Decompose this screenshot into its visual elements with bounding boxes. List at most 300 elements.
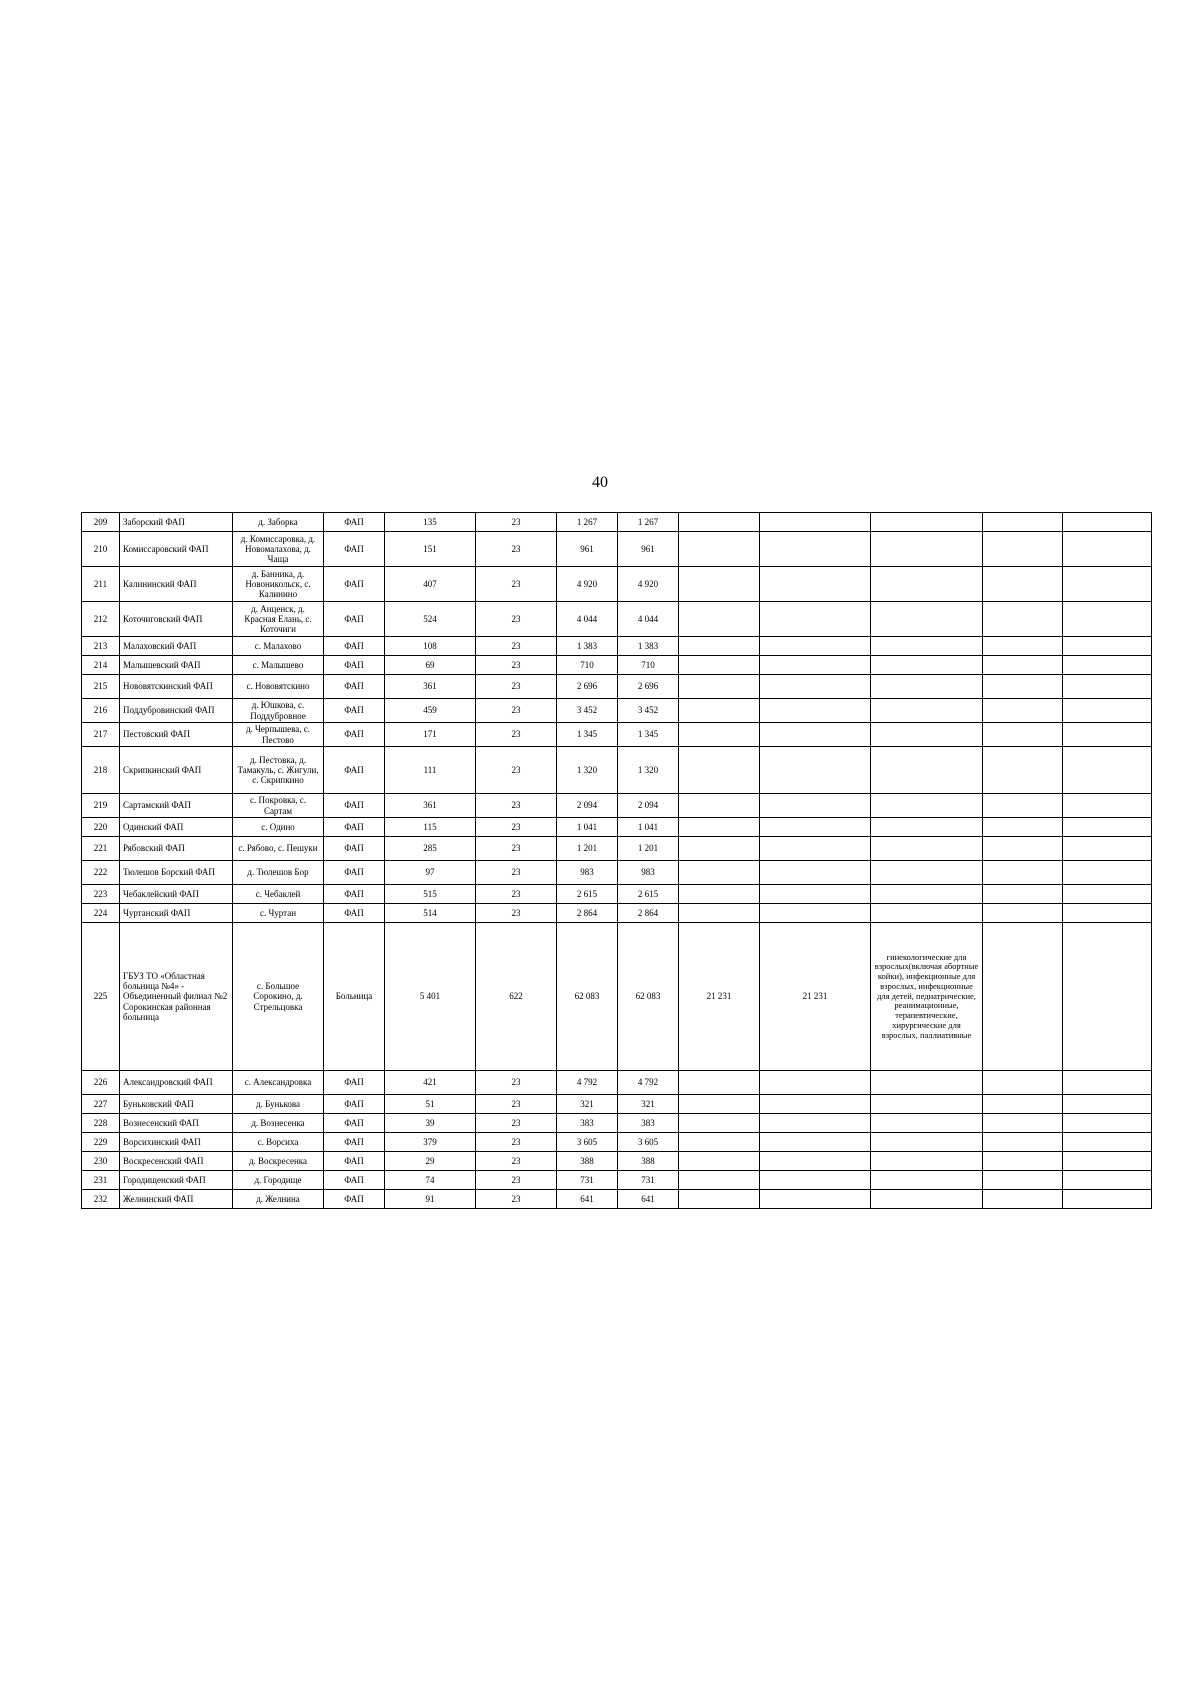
facility-type-cell: ФАП <box>324 818 385 837</box>
table-row <box>82 1190 1152 1209</box>
value-cell-8: 641 <box>618 1190 679 1209</box>
row-number-cell: 223 <box>82 885 120 904</box>
locality-cell: д. Заборка <box>233 513 324 532</box>
facility-type-cell: ФАП <box>324 637 385 656</box>
table-row <box>82 818 1152 837</box>
value-cell-13 <box>1063 513 1152 532</box>
table-row <box>82 904 1152 923</box>
value-cell-6: 23 <box>476 567 557 602</box>
locality-cell: д. Комиссаровка, д. Новомалахова, д. Чаща <box>233 532 324 567</box>
value-cell-8: 321 <box>618 1095 679 1114</box>
value-cell-6: 23 <box>476 904 557 923</box>
value-cell-9 <box>679 675 760 699</box>
table-row <box>82 723 1152 747</box>
value-cell-12 <box>983 675 1063 699</box>
value-cell-10 <box>760 818 871 837</box>
bed-profiles-cell <box>871 794 983 818</box>
value-cell-5: 151 <box>385 532 476 567</box>
value-cell-13 <box>1063 904 1152 923</box>
value-cell-5: 111 <box>385 747 476 794</box>
value-cell-12 <box>983 637 1063 656</box>
table-row <box>82 1114 1152 1133</box>
value-cell-12 <box>983 1171 1063 1190</box>
value-cell-12 <box>983 1133 1063 1152</box>
value-cell-9 <box>679 723 760 747</box>
value-cell-9 <box>679 1095 760 1114</box>
value-cell-9: 21 231 <box>679 923 760 1071</box>
row-number-cell: 212 <box>82 602 120 637</box>
value-cell-13 <box>1063 818 1152 837</box>
value-cell-6: 23 <box>476 513 557 532</box>
row-number-cell: 222 <box>82 861 120 885</box>
value-cell-12 <box>983 532 1063 567</box>
value-cell-12 <box>983 723 1063 747</box>
locality-cell: д. Анценск, д. Красная Елань, с. Коточиги <box>233 602 324 637</box>
bed-profiles-cell <box>871 1133 983 1152</box>
value-cell-7: 961 <box>557 532 618 567</box>
value-cell-9 <box>679 532 760 567</box>
row-number-cell: 213 <box>82 637 120 656</box>
value-cell-12 <box>983 885 1063 904</box>
row-number-cell: 228 <box>82 1114 120 1133</box>
facilities-table <box>81 512 1152 1209</box>
bed-profiles-cell <box>871 567 983 602</box>
value-cell-13 <box>1063 675 1152 699</box>
row-number-cell: 225 <box>82 923 120 1071</box>
value-cell-8: 1 345 <box>618 723 679 747</box>
facility-name-cell: Скрипкинский ФАП <box>120 747 233 794</box>
facility-type-cell: ФАП <box>324 532 385 567</box>
value-cell-10 <box>760 1152 871 1171</box>
bed-profiles-cell <box>871 1114 983 1133</box>
value-cell-6: 23 <box>476 837 557 861</box>
value-cell-13 <box>1063 699 1152 723</box>
value-cell-12 <box>983 656 1063 675</box>
value-cell-13 <box>1063 1190 1152 1209</box>
value-cell-9 <box>679 602 760 637</box>
facility-name-cell: Желнинский ФАП <box>120 1190 233 1209</box>
value-cell-6: 23 <box>476 532 557 567</box>
value-cell-6: 23 <box>476 1114 557 1133</box>
value-cell-8: 1 041 <box>618 818 679 837</box>
value-cell-13 <box>1063 656 1152 675</box>
bed-profiles-cell <box>871 1190 983 1209</box>
value-cell-10 <box>760 1095 871 1114</box>
value-cell-5: 524 <box>385 602 476 637</box>
value-cell-12 <box>983 794 1063 818</box>
row-number-cell: 210 <box>82 532 120 567</box>
value-cell-9 <box>679 1171 760 1190</box>
value-cell-7: 2 615 <box>557 885 618 904</box>
locality-cell: с. Малахово <box>233 637 324 656</box>
value-cell-8: 383 <box>618 1114 679 1133</box>
value-cell-7: 731 <box>557 1171 618 1190</box>
bed-profiles-cell <box>871 885 983 904</box>
locality-cell: д. Желнина <box>233 1190 324 1209</box>
value-cell-9 <box>679 699 760 723</box>
value-cell-6: 23 <box>476 1133 557 1152</box>
table-row <box>82 532 1152 567</box>
row-number-cell: 211 <box>82 567 120 602</box>
value-cell-7: 983 <box>557 861 618 885</box>
bed-profiles-cell <box>871 1171 983 1190</box>
facility-name-cell: Пестовский ФАП <box>120 723 233 747</box>
facility-type-cell: ФАП <box>324 1133 385 1152</box>
locality-cell: д. Воскресенка <box>233 1152 324 1171</box>
value-cell-12 <box>983 699 1063 723</box>
row-number-cell: 221 <box>82 837 120 861</box>
facility-type-cell: ФАП <box>324 1171 385 1190</box>
facility-type-cell: ФАП <box>324 861 385 885</box>
value-cell-9 <box>679 794 760 818</box>
bed-profiles-cell <box>871 656 983 675</box>
facility-type-cell: ФАП <box>324 699 385 723</box>
locality-cell: с. Одино <box>233 818 324 837</box>
value-cell-10 <box>760 699 871 723</box>
value-cell-7: 641 <box>557 1190 618 1209</box>
value-cell-5: 69 <box>385 656 476 675</box>
value-cell-7: 3 452 <box>557 699 618 723</box>
table-row <box>82 675 1152 699</box>
table-row <box>82 923 1152 1071</box>
value-cell-7: 2 864 <box>557 904 618 923</box>
value-cell-13 <box>1063 1095 1152 1114</box>
value-cell-13 <box>1063 794 1152 818</box>
locality-cell: с. Чебаклей <box>233 885 324 904</box>
value-cell-8: 2 094 <box>618 794 679 818</box>
value-cell-9 <box>679 1133 760 1152</box>
facility-type-cell: ФАП <box>324 1071 385 1095</box>
value-cell-5: 51 <box>385 1095 476 1114</box>
value-cell-6: 622 <box>476 923 557 1071</box>
value-cell-6: 23 <box>476 723 557 747</box>
row-number-cell: 217 <box>82 723 120 747</box>
facility-name-cell: Малаховский ФАП <box>120 637 233 656</box>
value-cell-7: 3 605 <box>557 1133 618 1152</box>
facility-type-cell: ФАП <box>324 567 385 602</box>
facility-name-cell: Коточиговский ФАП <box>120 602 233 637</box>
value-cell-8: 62 083 <box>618 923 679 1071</box>
table-row <box>82 1071 1152 1095</box>
value-cell-10 <box>760 1133 871 1152</box>
value-cell-6: 23 <box>476 656 557 675</box>
value-cell-6: 23 <box>476 1152 557 1171</box>
facility-name-cell: Воскресенский ФАП <box>120 1152 233 1171</box>
value-cell-5: 515 <box>385 885 476 904</box>
value-cell-5: 421 <box>385 1071 476 1095</box>
value-cell-12 <box>983 1095 1063 1114</box>
row-number-cell: 232 <box>82 1190 120 1209</box>
locality-cell: д. Черпышева, с. Пестово <box>233 723 324 747</box>
value-cell-10 <box>760 794 871 818</box>
table-row <box>82 1171 1152 1190</box>
bed-profiles-cell <box>871 1095 983 1114</box>
value-cell-9 <box>679 837 760 861</box>
value-cell-12 <box>983 1152 1063 1171</box>
value-cell-10 <box>760 861 871 885</box>
value-cell-13 <box>1063 567 1152 602</box>
value-cell-13 <box>1063 602 1152 637</box>
value-cell-5: 108 <box>385 637 476 656</box>
facility-type-cell: ФАП <box>324 675 385 699</box>
value-cell-9 <box>679 904 760 923</box>
facility-name-cell: Чебаклейский ФАП <box>120 885 233 904</box>
locality-cell: д. Вознесенка <box>233 1114 324 1133</box>
value-cell-7: 710 <box>557 656 618 675</box>
value-cell-5: 29 <box>385 1152 476 1171</box>
row-number-cell: 214 <box>82 656 120 675</box>
bed-profiles-cell <box>871 837 983 861</box>
value-cell-6: 23 <box>476 1071 557 1095</box>
value-cell-9 <box>679 1114 760 1133</box>
row-number-cell: 220 <box>82 818 120 837</box>
facility-type-cell: ФАП <box>324 837 385 861</box>
row-number-cell: 224 <box>82 904 120 923</box>
value-cell-6: 23 <box>476 794 557 818</box>
table-row <box>82 794 1152 818</box>
value-cell-5: 514 <box>385 904 476 923</box>
value-cell-13 <box>1063 885 1152 904</box>
value-cell-13 <box>1063 923 1152 1071</box>
table-row <box>82 602 1152 637</box>
value-cell-8: 2 864 <box>618 904 679 923</box>
value-cell-7: 1 201 <box>557 837 618 861</box>
facility-type-cell: ФАП <box>324 1114 385 1133</box>
value-cell-5: 5 401 <box>385 923 476 1071</box>
facility-type-cell: ФАП <box>324 885 385 904</box>
value-cell-5: 379 <box>385 1133 476 1152</box>
facility-name-cell: Комиссаровский ФАП <box>120 532 233 567</box>
row-number-cell: 219 <box>82 794 120 818</box>
value-cell-7: 62 083 <box>557 923 618 1071</box>
value-cell-8: 1 320 <box>618 747 679 794</box>
bed-profiles-cell <box>871 861 983 885</box>
row-number-cell: 226 <box>82 1071 120 1095</box>
value-cell-5: 115 <box>385 818 476 837</box>
bed-profiles-cell <box>871 1071 983 1095</box>
value-cell-6: 23 <box>476 675 557 699</box>
table-row <box>82 513 1152 532</box>
value-cell-13 <box>1063 837 1152 861</box>
row-number-cell: 209 <box>82 513 120 532</box>
table-row <box>82 637 1152 656</box>
value-cell-6: 23 <box>476 1190 557 1209</box>
bed-profiles-cell <box>871 699 983 723</box>
locality-cell: с. Ворсиха <box>233 1133 324 1152</box>
bed-profiles-cell <box>871 747 983 794</box>
value-cell-9 <box>679 656 760 675</box>
bed-profiles-cell <box>871 723 983 747</box>
table-row <box>82 885 1152 904</box>
locality-cell: д. Городище <box>233 1171 324 1190</box>
value-cell-5: 39 <box>385 1114 476 1133</box>
value-cell-7: 4 920 <box>557 567 618 602</box>
facility-name-cell: Тюлешов Борский ФАП <box>120 861 233 885</box>
value-cell-10 <box>760 602 871 637</box>
value-cell-12 <box>983 837 1063 861</box>
value-cell-10 <box>760 1114 871 1133</box>
row-number-cell: 231 <box>82 1171 120 1190</box>
value-cell-12 <box>983 602 1063 637</box>
facility-type-cell: ФАП <box>324 1190 385 1209</box>
value-cell-7: 1 320 <box>557 747 618 794</box>
row-number-cell: 216 <box>82 699 120 723</box>
facility-name-cell: Сартамский ФАП <box>120 794 233 818</box>
value-cell-5: 407 <box>385 567 476 602</box>
value-cell-6: 23 <box>476 818 557 837</box>
facility-name-cell: Вознесенский ФАП <box>120 1114 233 1133</box>
value-cell-7: 2 696 <box>557 675 618 699</box>
value-cell-8: 983 <box>618 861 679 885</box>
value-cell-8: 1 267 <box>618 513 679 532</box>
value-cell-10 <box>760 1071 871 1095</box>
value-cell-5: 74 <box>385 1171 476 1190</box>
value-cell-9 <box>679 513 760 532</box>
value-cell-12 <box>983 861 1063 885</box>
value-cell-12 <box>983 747 1063 794</box>
locality-cell: д. Банникa, д. Новоникольск, с. Калинино <box>233 567 324 602</box>
value-cell-6: 23 <box>476 1171 557 1190</box>
value-cell-10 <box>760 1171 871 1190</box>
facility-name-cell: ГБУЗ ТО «Областная больница №4» - Объединенный филиал №2 Сорокинская районная больница <box>120 923 233 1071</box>
value-cell-10 <box>760 837 871 861</box>
table-row <box>82 861 1152 885</box>
value-cell-5: 361 <box>385 675 476 699</box>
table-body <box>82 513 1152 1209</box>
value-cell-5: 285 <box>385 837 476 861</box>
table-row <box>82 567 1152 602</box>
value-cell-13 <box>1063 1171 1152 1190</box>
row-number-cell: 218 <box>82 747 120 794</box>
table-row <box>82 699 1152 723</box>
locality-cell: с. Рябово, с. Пешуки <box>233 837 324 861</box>
table-row <box>82 1133 1152 1152</box>
page-number: 40 <box>592 474 608 491</box>
value-cell-12 <box>983 1190 1063 1209</box>
value-cell-10 <box>760 747 871 794</box>
value-cell-10 <box>760 532 871 567</box>
facility-name-cell: Рябовский ФАП <box>120 837 233 861</box>
value-cell-10 <box>760 567 871 602</box>
value-cell-7: 4 044 <box>557 602 618 637</box>
facility-name-cell: Ворсихинский ФАП <box>120 1133 233 1152</box>
facility-type-cell: ФАП <box>324 1095 385 1114</box>
value-cell-5: 97 <box>385 861 476 885</box>
facility-name-cell: Чуртанский ФАП <box>120 904 233 923</box>
value-cell-8: 4 920 <box>618 567 679 602</box>
value-cell-5: 171 <box>385 723 476 747</box>
value-cell-12 <box>983 513 1063 532</box>
locality-cell: с. Чуртан <box>233 904 324 923</box>
value-cell-7: 388 <box>557 1152 618 1171</box>
facility-name-cell: Малышевский ФАП <box>120 656 233 675</box>
value-cell-6: 23 <box>476 699 557 723</box>
value-cell-13 <box>1063 1114 1152 1133</box>
facility-name-cell: Калининский ФАП <box>120 567 233 602</box>
facility-type-cell: ФАП <box>324 513 385 532</box>
value-cell-7: 1 267 <box>557 513 618 532</box>
value-cell-7: 1 383 <box>557 637 618 656</box>
value-cell-7: 1 041 <box>557 818 618 837</box>
locality-cell: с. Большое Сорокино, д. Стрельцовка <box>233 923 324 1071</box>
row-number-cell: 215 <box>82 675 120 699</box>
value-cell-8: 388 <box>618 1152 679 1171</box>
facility-type-cell: ФАП <box>324 723 385 747</box>
facility-name-cell: Нововятскинский ФАП <box>120 675 233 699</box>
bed-profiles-cell <box>871 818 983 837</box>
value-cell-6: 23 <box>476 637 557 656</box>
value-cell-7: 4 792 <box>557 1071 618 1095</box>
value-cell-7: 1 345 <box>557 723 618 747</box>
facility-type-cell: ФАП <box>324 747 385 794</box>
row-number-cell: 229 <box>82 1133 120 1152</box>
bed-profiles-cell: гинекологические для взрослых(включая абортные койки), инфекционные для взрослых, инфекционные для детей, педиатрические, реанимационные, терапевтические, хирургические для взрослых, паллиативные <box>871 923 983 1071</box>
locality-cell: с. Малышево <box>233 656 324 675</box>
table-row <box>82 837 1152 861</box>
value-cell-7: 383 <box>557 1114 618 1133</box>
value-cell-10 <box>760 656 871 675</box>
value-cell-13 <box>1063 637 1152 656</box>
value-cell-13 <box>1063 532 1152 567</box>
value-cell-10 <box>760 637 871 656</box>
row-number-cell: 227 <box>82 1095 120 1114</box>
value-cell-9 <box>679 1071 760 1095</box>
value-cell-13 <box>1063 1152 1152 1171</box>
bed-profiles-cell <box>871 602 983 637</box>
value-cell-8: 4 792 <box>618 1071 679 1095</box>
facility-type-cell: ФАП <box>324 904 385 923</box>
bed-profiles-cell <box>871 513 983 532</box>
value-cell-10: 21 231 <box>760 923 871 1071</box>
value-cell-6: 23 <box>476 885 557 904</box>
facility-name-cell: Буньковский ФАП <box>120 1095 233 1114</box>
value-cell-10 <box>760 513 871 532</box>
bed-profiles-cell <box>871 904 983 923</box>
facility-name-cell: Городищенский ФАП <box>120 1171 233 1190</box>
value-cell-5: 361 <box>385 794 476 818</box>
value-cell-8: 961 <box>618 532 679 567</box>
locality-cell: д. Юшкова, с. Поддубровное <box>233 699 324 723</box>
value-cell-8: 1 383 <box>618 637 679 656</box>
value-cell-8: 1 201 <box>618 837 679 861</box>
value-cell-8: 4 044 <box>618 602 679 637</box>
value-cell-12 <box>983 904 1063 923</box>
value-cell-7: 321 <box>557 1095 618 1114</box>
locality-cell: с. Нововятскино <box>233 675 324 699</box>
value-cell-9 <box>679 861 760 885</box>
value-cell-12 <box>983 1114 1063 1133</box>
value-cell-10 <box>760 904 871 923</box>
value-cell-5: 91 <box>385 1190 476 1209</box>
locality-cell: д. Пестовка, д. Тамакуль, с. Жигули, с. Скрипкино <box>233 747 324 794</box>
locality-cell: д. Бунькова <box>233 1095 324 1114</box>
value-cell-12 <box>983 1071 1063 1095</box>
value-cell-10 <box>760 723 871 747</box>
facility-name-cell: Одинский ФАП <box>120 818 233 837</box>
table-row <box>82 1152 1152 1171</box>
facility-type-cell: ФАП <box>324 656 385 675</box>
bed-profiles-cell <box>871 1152 983 1171</box>
facility-type-cell: ФАП <box>324 1152 385 1171</box>
value-cell-9 <box>679 885 760 904</box>
locality-cell: д. Тюлешов Бор <box>233 861 324 885</box>
value-cell-13 <box>1063 861 1152 885</box>
value-cell-12 <box>983 923 1063 1071</box>
value-cell-9 <box>679 567 760 602</box>
table-row <box>82 747 1152 794</box>
locality-cell: с. Александровка <box>233 1071 324 1095</box>
value-cell-9 <box>679 637 760 656</box>
